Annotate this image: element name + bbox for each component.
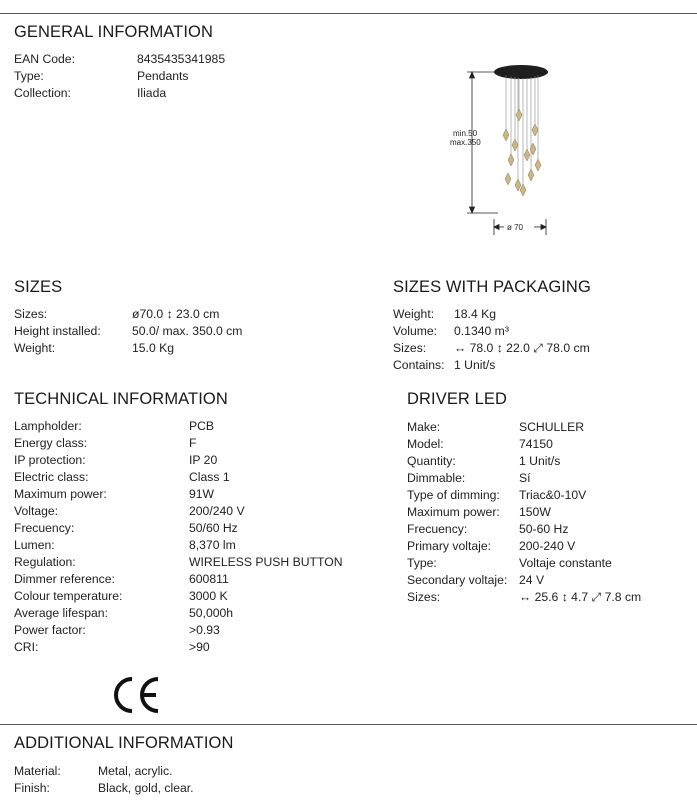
- row-value: 24 V: [519, 573, 545, 587]
- row-label: Secondary voltaje:: [407, 573, 508, 587]
- row-value: 50.0/ max. 350.0 cm: [132, 324, 243, 338]
- row-value: Class 1: [189, 470, 230, 484]
- row-label: IP protection:: [14, 453, 86, 467]
- row-value: Sí: [519, 471, 531, 485]
- row-label: Collection:: [14, 86, 71, 100]
- row-value: 91W: [189, 487, 215, 501]
- row-value: 1 Unit/s: [519, 454, 561, 468]
- row-value: 50,000h: [189, 606, 234, 620]
- row-value: 18.4 Kg: [454, 307, 497, 321]
- row-value: 150W: [519, 505, 551, 519]
- row-label: Quantity:: [407, 454, 456, 468]
- row-label: CRI:: [14, 640, 39, 654]
- row-value: ø70.0 ↕ 23.0 cm: [132, 307, 220, 321]
- row-label: Make:: [407, 420, 441, 434]
- row-value: 0.1340 m³: [454, 324, 509, 338]
- row-label: Finish:: [14, 781, 50, 795]
- row-label: Frecuency:: [14, 521, 75, 535]
- row-value: 50-60 Hz: [519, 522, 569, 536]
- ceiling-canopy: [494, 65, 548, 79]
- row-label: Type:: [407, 556, 437, 570]
- row-value: Triac&0-10V: [519, 488, 587, 502]
- row-label: Sizes:: [393, 341, 427, 355]
- sizes-heading: SIZES: [14, 278, 63, 296]
- row-label: Dimmer reference:: [14, 572, 115, 586]
- top-rule: [0, 13, 697, 14]
- row-label: Dimmable:: [407, 471, 466, 485]
- row-label: Frecuency:: [407, 522, 468, 536]
- driver-led-heading: DRIVER LED: [407, 390, 508, 408]
- row-value: 1 Unit/s: [454, 358, 496, 372]
- row-label: Electric class:: [14, 470, 89, 484]
- row-label: Maximum power:: [14, 487, 107, 501]
- ce-mark-icon: [112, 675, 164, 715]
- row-label: Volume:: [393, 324, 438, 338]
- row-label: Colour temperature:: [14, 589, 123, 603]
- row-label: Power factor:: [14, 623, 86, 637]
- row-label: Maximum power:: [407, 505, 500, 519]
- row-value: SCHULLER: [519, 420, 585, 434]
- packaging-sizes-heading: SIZES WITH PACKAGING: [393, 278, 591, 296]
- row-label: Regulation:: [14, 555, 76, 569]
- row-label: Lampholder:: [14, 419, 82, 433]
- row-value: Voltaje constante: [519, 556, 612, 570]
- row-value: 8435435341985: [137, 52, 226, 66]
- height-min-label: min.50: [453, 129, 478, 138]
- row-value: 74150: [519, 437, 553, 451]
- row-value: ↔ 25.6 ↕ 4.7 ⤢ 7.8 cm: [519, 590, 642, 604]
- row-label: Weight:: [393, 307, 435, 321]
- row-value: >0.93: [189, 623, 220, 637]
- row-value: 600811: [189, 572, 229, 586]
- row-value: Pendants: [137, 69, 189, 83]
- row-label: Voltage:: [14, 504, 59, 518]
- height-max-label: max.350: [450, 138, 481, 147]
- row-label: Weight:: [14, 341, 56, 355]
- row-label: Primary voltaje:: [407, 539, 491, 553]
- additional-information-heading: ADDITIONAL INFORMATION: [14, 734, 234, 752]
- row-value: 8,370 lm: [189, 538, 236, 552]
- row-label: Sizes:: [407, 590, 441, 604]
- technical-information-heading: TECHNICAL INFORMATION: [14, 390, 228, 408]
- row-label: EAN Code:: [14, 52, 75, 66]
- row-label: Lumen:: [14, 538, 55, 552]
- row-value: F: [189, 436, 197, 450]
- row-label: Type of dimming:: [407, 488, 500, 502]
- row-value: PCB: [189, 419, 215, 433]
- product-dimension-drawing: [448, 55, 558, 240]
- row-label: Material:: [14, 764, 61, 778]
- row-label: Energy class:: [14, 436, 88, 450]
- width-label: ø 70: [507, 223, 524, 232]
- row-value: >90: [189, 640, 210, 654]
- row-value: WIRELESS PUSH BUTTON: [189, 555, 343, 569]
- additional-top-rule: [0, 724, 697, 725]
- row-label: Average lifespan:: [14, 606, 108, 620]
- row-value: Iliada: [137, 86, 167, 100]
- row-value: ↔ 78.0 ↕ 22.0 ⤢ 78.0 cm: [454, 341, 590, 355]
- row-label: Model:: [407, 437, 444, 451]
- row-label: Type:: [14, 69, 44, 83]
- row-value: IP 20: [189, 453, 218, 467]
- row-value: 3000 K: [189, 589, 228, 603]
- row-value: Black, gold, clear.: [98, 781, 194, 795]
- general-information-heading: GENERAL INFORMATION: [14, 23, 213, 41]
- row-value: 200/240 V: [189, 504, 245, 518]
- row-value: 15.0 Kg: [132, 341, 175, 355]
- row-value: 50/60 Hz: [189, 521, 238, 535]
- row-label: Sizes:: [14, 307, 48, 321]
- row-label: Height installed:: [14, 324, 101, 338]
- row-value: Metal, acrylic.: [98, 764, 173, 778]
- row-label: Contains:: [393, 358, 445, 372]
- row-value: 200-240 V: [519, 539, 576, 553]
